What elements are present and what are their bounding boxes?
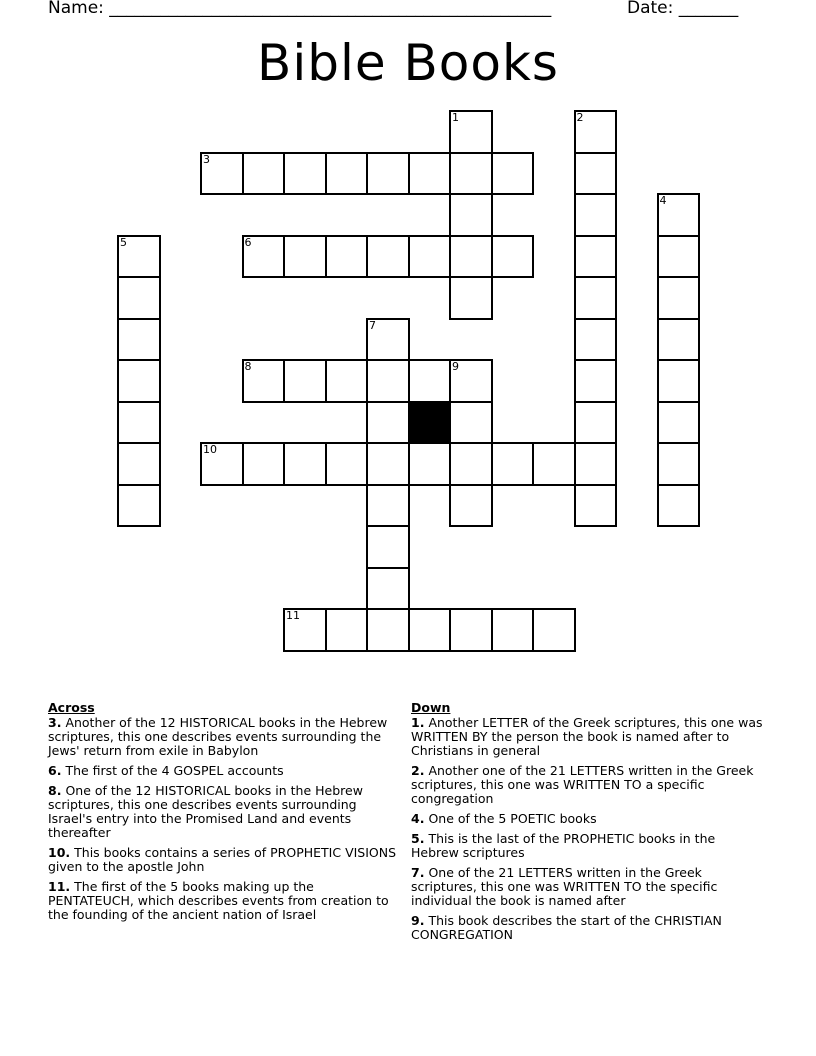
down-clue-list <box>411 716 763 942</box>
grid-cell[interactable] <box>657 318 701 362</box>
grid-cell[interactable] <box>574 318 618 362</box>
cell-number: 5 <box>120 235 127 249</box>
across-clue <box>48 764 398 778</box>
grid-cell[interactable] <box>117 359 161 403</box>
cell-number: 7 <box>369 318 376 332</box>
grid-cell[interactable] <box>366 152 410 196</box>
clue-text: One of the 5 POETIC books <box>428 811 597 826</box>
grid-cell[interactable] <box>117 235 161 279</box>
grid-cell[interactable] <box>574 235 618 279</box>
grid-cell[interactable] <box>200 152 244 196</box>
grid-cell[interactable] <box>408 608 452 652</box>
grid-cell[interactable] <box>242 359 286 403</box>
grid-cell[interactable] <box>325 442 369 486</box>
grid-cell[interactable] <box>366 608 410 652</box>
clue-number: 6. <box>48 763 62 778</box>
clue-number: 1. <box>411 715 425 730</box>
grid-cell[interactable] <box>366 359 410 403</box>
grid-cell[interactable] <box>325 608 369 652</box>
grid-cell[interactable] <box>283 608 327 652</box>
grid-cell[interactable] <box>242 442 286 486</box>
grid-cell[interactable] <box>574 110 618 154</box>
clue-number: 9. <box>411 913 425 928</box>
clue-text: The first of the 5 books making up the PENTATEUCH, which describes events from creation to the founding of the ancient nation of Israel <box>48 879 389 922</box>
grid-cell[interactable] <box>657 442 701 486</box>
cell-number: 3 <box>203 152 210 166</box>
grid-cell[interactable] <box>366 442 410 486</box>
grid-cell[interactable] <box>449 235 493 279</box>
grid-cell[interactable] <box>242 235 286 279</box>
grid-cell[interactable] <box>449 442 493 486</box>
grid-cell[interactable] <box>449 484 493 528</box>
down-clue <box>411 812 763 826</box>
grid-cell[interactable] <box>491 152 535 196</box>
clue-text: This books contains a series of PROPHETIC VISIONS given to the apostle John <box>48 845 397 874</box>
clue-number: 11. <box>48 879 71 894</box>
grid-cell[interactable] <box>532 608 576 652</box>
grid-cell[interactable] <box>117 484 161 528</box>
across-clue <box>48 784 398 840</box>
grid-cell[interactable] <box>574 401 618 445</box>
grid-cell[interactable] <box>574 359 618 403</box>
clue-number: 10. <box>48 845 71 860</box>
grid-cell[interactable] <box>242 152 286 196</box>
grid-cell[interactable] <box>491 442 535 486</box>
grid-cell[interactable] <box>325 152 369 196</box>
grid-cell[interactable] <box>574 484 618 528</box>
grid-cell[interactable] <box>657 359 701 403</box>
clue-number: 2. <box>411 763 425 778</box>
across-clue <box>48 716 398 758</box>
grid-cell[interactable] <box>449 359 493 403</box>
clue-text: This book describes the start of the CHRISTIAN CONGREGATION <box>411 913 722 942</box>
cell-number: 4 <box>659 194 667 207</box>
grid-cell[interactable] <box>449 276 493 320</box>
black-cell <box>408 401 452 445</box>
grid-cell[interactable] <box>325 359 369 403</box>
grid-cell[interactable] <box>491 235 535 279</box>
grid-cell[interactable] <box>657 401 701 445</box>
grid-cell[interactable] <box>117 318 161 362</box>
name-field[interactable]: Name: ____________________________________________________ <box>48 0 552 18</box>
grid-cell[interactable] <box>117 276 161 320</box>
grid-cell[interactable] <box>283 442 327 486</box>
grid-cell[interactable] <box>657 484 701 528</box>
clue-text: Another LETTER of the Greek scriptures, this one was WRITTEN BY the person the book is named after to Christians in general <box>411 715 763 758</box>
down-clues <box>411 700 763 948</box>
across-clue <box>48 846 398 874</box>
page-title: Bible Books <box>257 34 559 92</box>
clue-text: This is the last of the PROPHETIC books in the Hebrew scriptures <box>411 831 716 860</box>
grid-cell[interactable] <box>366 567 410 611</box>
grid-cell[interactable] <box>283 235 327 279</box>
grid-cell[interactable] <box>283 152 327 196</box>
clue-number: 3. <box>48 715 62 730</box>
down-clue <box>411 832 763 860</box>
grid-cell[interactable] <box>408 442 452 486</box>
grid-cell[interactable] <box>657 193 701 237</box>
clue-text: Another one of the 21 LETTERS written in the Greek scriptures, this one was WRITTEN TO a specific congregation <box>411 763 754 806</box>
grid-cell[interactable] <box>117 442 161 486</box>
cell-number: 8 <box>244 360 252 373</box>
across-clue <box>48 880 398 922</box>
grid-cell[interactable] <box>657 276 701 320</box>
grid-cell[interactable] <box>408 235 452 279</box>
grid-cell[interactable] <box>117 401 161 445</box>
cell-number: 9 <box>452 360 459 373</box>
grid-cell[interactable] <box>449 401 493 445</box>
grid-cell[interactable] <box>657 235 701 279</box>
clue-number: 7. <box>411 865 425 880</box>
down-clue <box>411 914 763 942</box>
clue-text: One of the 12 HISTORICAL books in the Hebrew scriptures, this one describes events surrounding Israel's entry into the Promised Land and events thereafter <box>48 783 363 840</box>
cell-number: 11 <box>286 609 300 622</box>
grid-cell[interactable] <box>532 442 576 486</box>
clue-number: 5. <box>411 831 425 846</box>
clue-text: The first of the 4 GOSPEL accounts <box>65 763 284 778</box>
grid-cell[interactable] <box>574 193 618 237</box>
grid-cell[interactable] <box>449 193 493 237</box>
grid-cell[interactable] <box>325 235 369 279</box>
across-clues <box>48 700 398 928</box>
grid-cell[interactable] <box>366 401 410 445</box>
clue-number: 8. <box>48 783 62 798</box>
grid-cell[interactable] <box>408 152 452 196</box>
grid-cell[interactable] <box>408 359 452 403</box>
grid-cell[interactable] <box>449 152 493 196</box>
clue-number: 4. <box>411 811 425 826</box>
down-heading: Down <box>411 700 451 715</box>
grid-cell[interactable] <box>366 318 410 362</box>
grid-cell[interactable] <box>449 110 493 154</box>
grid-cell[interactable] <box>366 235 410 279</box>
grid-cell[interactable] <box>366 525 410 569</box>
across-heading: Across <box>48 700 95 715</box>
cell-number: 1 <box>452 111 459 124</box>
grid-cell[interactable] <box>574 442 618 486</box>
cell-number: 10 <box>203 443 217 456</box>
grid-cell[interactable] <box>491 608 535 652</box>
across-clue-list <box>48 716 398 922</box>
down-clue <box>411 866 763 908</box>
grid-cell[interactable] <box>366 484 410 528</box>
clue-text: Another of the 12 HISTORICAL books in the Hebrew scriptures, this one describes events surrounding the Jews' return from exile in Babylon <box>48 715 388 758</box>
grid-cell[interactable] <box>574 152 618 196</box>
grid-cell[interactable] <box>283 359 327 403</box>
grid-cell[interactable] <box>200 442 244 486</box>
down-clue <box>411 716 763 758</box>
grid-cell[interactable] <box>449 608 493 652</box>
cell-number: 2 <box>576 111 584 124</box>
grid-cell[interactable] <box>574 276 618 320</box>
date-field[interactable]: Date: _______ <box>627 0 739 18</box>
clue-text: One of the 21 LETTERS written in the Greek scriptures, this one was WRITTEN TO the specific individual the book is named after <box>411 865 718 908</box>
cell-number: 6 <box>244 235 252 249</box>
down-clue <box>411 764 763 806</box>
